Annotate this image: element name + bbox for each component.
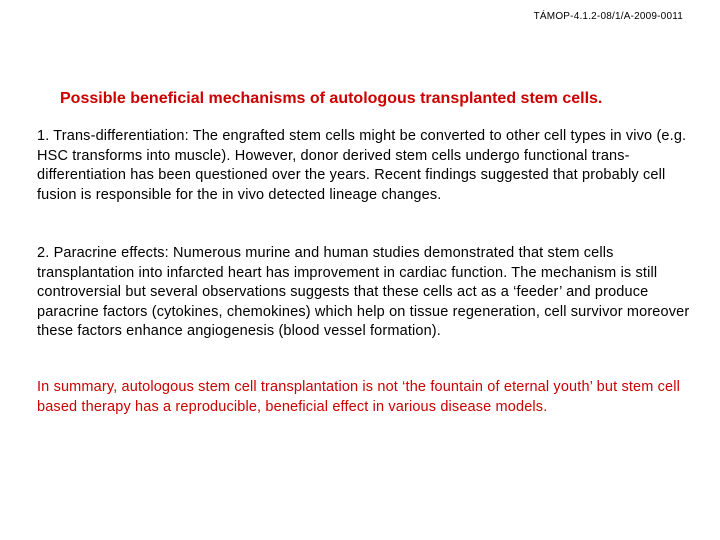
paragraph-trans-differentiation: 1. Trans-differentiation: The engrafted stem cells might be converted to other cell types in vivo (e.g. HSC transforms into muscle). However, donor derived stem cells undergo functional trans-differentiation has been questioned over the years. Recent findings suggested that probably cell fusion is responsible for the in vivo detected lineage changes. <box>37 128 687 203</box>
project-code: TÁMOP-4.1.2-08/1/A-2009-0011 <box>533 11 683 22</box>
paragraph-paracrine-effects: 2. Paracrine effects: Numerous murine and human studies demonstrated that stem cells transplantation into infarcted heart has improvement in cardiac function. The mechanism is still controversial but several observations suggests that these cells act as a ‘feeder’ and produce paracrine factors (cytokines, chemokines) which help on tissue regeneration, cell survivor moreover these factors enhance angiogenesis (blood vessel formation). <box>37 245 690 340</box>
paragraph-summary: In summary, autologous stem cell transplantation is not ‘the fountain of eternal youth’ but stem cell based therapy has a reproducible, beneficial effect in various disease models. <box>37 379 681 415</box>
slide-title: Possible beneficial mechanisms of autologous transplanted stem cells. <box>60 90 603 107</box>
